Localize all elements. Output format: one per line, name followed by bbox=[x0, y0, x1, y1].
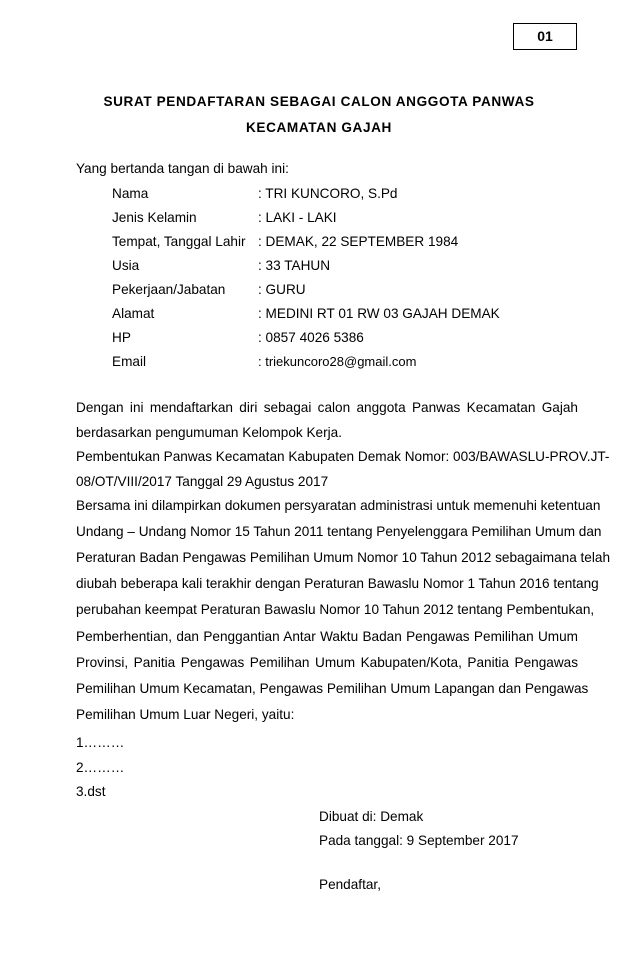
identity-value: : DEMAK, 22 SEPTEMBER 1984 bbox=[258, 234, 459, 249]
identity-row-name bbox=[112, 185, 532, 209]
identity-row-occupation bbox=[112, 281, 532, 305]
identity-label: Alamat bbox=[112, 306, 155, 321]
identity-label: Jenis Kelamin bbox=[112, 210, 197, 225]
paragraph-3-line-7: Provinsi, Panitia Pengawas Pemilihan Umum Kabupaten/Kota, Panitia Pengawas bbox=[76, 655, 578, 670]
identity-row-email bbox=[112, 353, 532, 377]
identity-label: Nama bbox=[112, 186, 149, 201]
paragraph-1-line-2: berdasarkan pengumuman Kelompok Kerja. bbox=[76, 425, 342, 440]
paragraph-3-line-8: Pemilihan Umum Kecamatan, Pengawas Pemilihan Umum Lapangan dan Pengawas bbox=[76, 681, 589, 696]
identity-value: : GURU bbox=[258, 282, 306, 297]
paragraph-2-line-1: Pembentukan Panwas Kecamatan Kabupaten Demak Nomor: 003/BAWASLU-PROV.JT- bbox=[76, 449, 610, 464]
signature-place: Dibuat di: Demak bbox=[319, 809, 424, 824]
paragraph-3-line-5: perubahan keempat Peraturan Bawaslu Nomor 10 Tahun 2012 tentang Pembentukan, bbox=[76, 602, 595, 617]
identity-row-age bbox=[112, 257, 532, 281]
signature-date: Pada tanggal: 9 September 2017 bbox=[319, 833, 519, 848]
paragraph-1-line-1: Dengan ini mendaftarkan diri sebagai calon anggota Panwas Kecamatan Gajah bbox=[76, 400, 578, 415]
title-line-1: SURAT PENDAFTARAN SEBAGAI CALON ANGGOTA PANWAS bbox=[103, 94, 535, 109]
list-item-3: 3.dst bbox=[76, 784, 106, 799]
identity-label: Usia bbox=[112, 258, 140, 273]
identity-value: : LAKI - LAKI bbox=[258, 210, 337, 225]
identity-value: : TRI KUNCORO, S.Pd bbox=[258, 186, 398, 201]
title-line-2: KECAMATAN GAJAH bbox=[246, 120, 392, 135]
identity-value: : 33 TAHUN bbox=[258, 258, 331, 273]
identity-value: : triekuncoro28@gmail.com bbox=[258, 354, 417, 369]
paragraph-3-line-9: Pemilihan Umum Luar Negeri, yaitu: bbox=[76, 707, 295, 722]
identity-label: HP bbox=[112, 330, 131, 345]
identity-row-address bbox=[112, 305, 532, 329]
list-item-1: 1……… bbox=[76, 735, 125, 750]
signature-role: Pendaftar, bbox=[319, 877, 381, 892]
identity-label: Tempat, Tanggal Lahir bbox=[112, 234, 246, 249]
identity-row-birth bbox=[112, 233, 532, 257]
identity-row-phone bbox=[112, 329, 532, 353]
identity-table bbox=[112, 185, 532, 377]
paragraph-2-line-2: 08/OT/VIII/2017 Tanggal 29 Agustus 2017 bbox=[76, 474, 329, 489]
identity-row-gender bbox=[112, 209, 532, 233]
document-number-box: 01 bbox=[513, 23, 577, 50]
paragraph-3-line-1: Bersama ini dilampirkan dokumen persyaratan administrasi untuk memenuhi ketentuan bbox=[76, 498, 601, 513]
paragraph-3-line-2: Undang – Undang Nomor 15 Tahun 2011 tentang Penyelenggara Pemilihan Umum dan bbox=[76, 524, 602, 539]
paragraph-3-line-4: diubah beberapa kali terakhir dengan Peraturan Bawaslu Nomor 1 Tahun 2016 tentang bbox=[76, 576, 599, 591]
paragraph-3-line-6: Pemberhentian, dan Penggantian Antar Waktu Badan Pengawas Pemilihan Umum bbox=[76, 629, 578, 644]
intro-text: Yang bertanda tangan di bawah ini: bbox=[76, 161, 289, 176]
paragraph-3-line-3: Peraturan Badan Pengawas Pemilihan Umum Nomor 10 Tahun 2012 sebagaimana telah bbox=[76, 550, 611, 565]
identity-label: Email bbox=[112, 354, 146, 369]
list-item-2: 2……… bbox=[76, 760, 125, 775]
identity-label: Pekerjaan/Jabatan bbox=[112, 282, 226, 297]
identity-value: : MEDINI RT 01 RW 03 GAJAH DEMAK bbox=[258, 306, 500, 321]
identity-value: : 0857 4026 5386 bbox=[258, 330, 364, 345]
